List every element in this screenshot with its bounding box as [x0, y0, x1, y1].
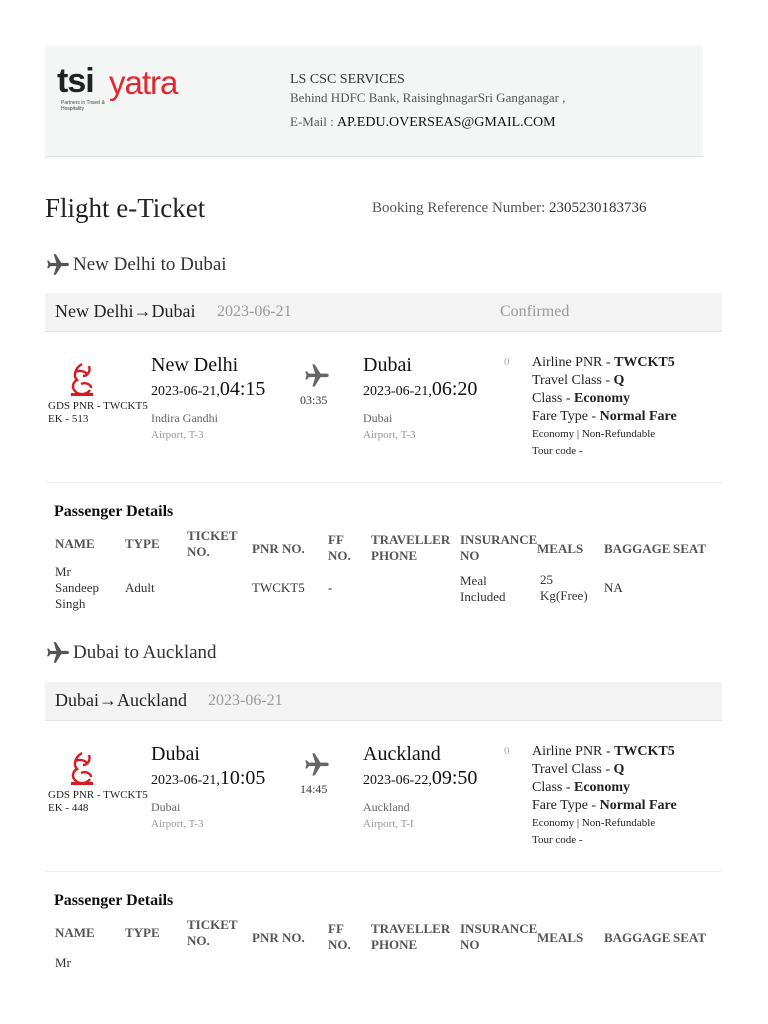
email-value[interactable]: AP.EDU.OVERSEAS@GMAIL.COM: [336, 115, 556, 130]
col-seat: SEAT: [673, 930, 706, 945]
travel-class-label: Travel Class -: [532, 373, 614, 388]
airline-pnr: [532, 743, 677, 761]
col-ff: [328, 921, 351, 953]
arrival-terminal: Airport, T-I: [363, 818, 414, 830]
departure-city: Dubai: [151, 743, 200, 765]
col-ff-line1: FF: [328, 532, 344, 547]
cabin-class: [532, 779, 677, 797]
passenger-meals-line2: Included: [460, 589, 506, 604]
leg-title: [45, 252, 227, 278]
cabin-class-label: Class -: [532, 780, 574, 795]
fare-note: Economy | Non-Refundable: [532, 428, 656, 440]
travel-class: [532, 761, 677, 779]
col-ff-line1: FF: [328, 921, 344, 936]
col-insurance-line1: INSURANCE: [460, 921, 538, 936]
agency-name: LS CSC SERVICES: [290, 72, 405, 87]
departure-datetime: [151, 378, 265, 401]
travel-class-value: Q: [613, 373, 625, 388]
flight-number: EK - 448: [48, 802, 89, 814]
col-ticket: [187, 917, 238, 949]
airline-pnr-label: Airline PNR -: [532, 355, 615, 370]
passenger-type: Adult: [125, 580, 155, 595]
route-bar: [45, 293, 722, 332]
route-date: 2023-06-21: [208, 692, 283, 709]
airplane-icon: [303, 751, 331, 779]
col-insurance-line2: NO: [460, 937, 480, 952]
airline-pnr-label: Airline PNR -: [532, 744, 615, 759]
status-badge: Confirmed: [500, 303, 570, 320]
passenger-ff: -: [328, 580, 333, 595]
tsi-yatra-logo: [57, 62, 197, 117]
passenger-baggage: [540, 572, 588, 604]
fare-type-value: Normal Fare: [599, 409, 677, 424]
agency-header: [45, 46, 703, 157]
route-text: [55, 690, 187, 711]
booking-reference: [372, 200, 647, 217]
route-arrow: →: [99, 690, 117, 710]
cabin-class: [532, 390, 677, 408]
departure-time: 04:15: [219, 378, 266, 400]
route-bar: [45, 682, 722, 721]
col-ff: [328, 532, 351, 564]
departure-city: New Delhi: [151, 354, 239, 376]
route-to: Dubai: [151, 301, 196, 321]
flight-duration: 14:45: [300, 782, 328, 796]
departure-datetime: [151, 767, 265, 790]
col-ticket-line2: NO.: [187, 544, 210, 559]
departure-terminal: Airport, T-3: [151, 818, 204, 830]
col-baggage: BAGGAGE: [604, 541, 671, 556]
col-type: TYPE: [125, 536, 160, 551]
fare-type: [532, 797, 677, 815]
airline-pnr: [532, 354, 677, 372]
route-from: Dubai: [55, 690, 99, 710]
arrival-city: Dubai: [363, 354, 412, 376]
route-to: Auckland: [117, 690, 187, 710]
tour-code: Tour code -: [532, 834, 583, 846]
col-ticket-line1: TICKET: [187, 528, 238, 543]
col-insurance: [460, 921, 537, 953]
arrival-time: 09:50: [431, 767, 478, 789]
arrival-airport: Dubai: [363, 411, 393, 425]
emirates-logo: [67, 751, 97, 787]
departure-airport: Indira Gandhi: [151, 411, 218, 425]
passenger-name-line1: Mr: [55, 564, 71, 579]
arrival-date: 2023-06-21,: [363, 384, 432, 399]
fare-type: [532, 408, 677, 426]
passenger-details-title: Passenger Details: [54, 503, 174, 520]
departure-terminal: Airport, T-3: [151, 429, 204, 441]
col-insurance-line1: INSURANCE: [460, 532, 538, 547]
airline-pnr-value: TWCKT5: [614, 744, 675, 759]
travel-class: [532, 372, 677, 390]
col-pnr: PNR NO.: [252, 541, 305, 556]
leg-title: [45, 640, 217, 666]
col-ff-line2: NO.: [328, 548, 351, 563]
leg-title-text: New Delhi to Dubai: [73, 254, 227, 275]
booking-ref-label: Booking Reference Number:: [372, 200, 550, 216]
departure-time: 10:05: [219, 767, 266, 789]
stops-count: 0: [504, 745, 510, 757]
col-traveller-line1: TRAVELLER: [371, 532, 451, 547]
col-insurance: [460, 532, 537, 564]
passenger-baggage-line1: 25: [540, 572, 553, 587]
departure-date: 2023-06-21,: [151, 773, 220, 788]
arrival-date: 2023-06-22,: [363, 773, 432, 788]
gds-pnr: GDS PNR - TWCKT5: [48, 789, 148, 801]
col-traveller-line1: TRAVELLER: [371, 921, 451, 936]
page-title: Flight e-Ticket: [45, 193, 206, 223]
col-seat: SEAT: [673, 541, 706, 556]
airplane-icon: [303, 362, 331, 390]
col-meals: MEALS: [537, 930, 584, 945]
arrival-datetime: [363, 378, 477, 401]
fare-type-label: Fare Type -: [532, 409, 600, 424]
col-traveller-line2: PHONE: [371, 937, 418, 952]
booking-ref-number: 2305230183736: [549, 200, 647, 216]
cabin-class-label: Class -: [532, 391, 574, 406]
arrival-datetime: [363, 767, 477, 790]
flight-gds: [48, 400, 148, 426]
col-traveller-phone: [371, 532, 450, 564]
route-text: [55, 301, 195, 322]
passenger-baggage-line2: Kg(Free): [540, 588, 588, 603]
passenger-details-title: Passenger Details: [54, 892, 174, 909]
passenger-name-line3: Singh: [55, 596, 86, 611]
leg-title-text: Dubai to Auckland: [73, 642, 217, 663]
airline-pnr-value: TWCKT5: [614, 355, 675, 370]
flight-segment: [45, 721, 722, 872]
cabin-class-value: Economy: [574, 391, 630, 406]
route-date: 2023-06-21: [217, 303, 292, 320]
agency-address: Behind HDFC Bank, RaisinghnagarSri Ganganagar ,: [290, 90, 566, 105]
departure-date: 2023-06-21,: [151, 384, 220, 399]
passenger-name: [55, 564, 99, 612]
col-traveller-phone: [371, 921, 450, 953]
route-arrow: →: [133, 301, 152, 321]
travel-class-value: Q: [613, 762, 625, 777]
arrival-city: Auckland: [363, 743, 441, 765]
departure-airport: Dubai: [151, 800, 181, 814]
passenger-seat: NA: [604, 580, 623, 595]
col-traveller-line2: PHONE: [371, 548, 418, 563]
emirates-logo: [67, 362, 97, 398]
passenger-meals: [460, 573, 505, 605]
passenger-pnr: TWCKT5: [252, 580, 305, 595]
flight-number: EK - 513: [48, 413, 89, 425]
gds-pnr: GDS PNR - TWCKT5: [48, 400, 148, 412]
logo-yatra-text: yatra: [109, 64, 178, 101]
fare-type-value: Normal Fare: [599, 798, 677, 813]
fare-type-label: Fare Type -: [532, 798, 600, 813]
tour-code: Tour code -: [532, 445, 583, 457]
col-ticket-line2: NO.: [187, 933, 210, 948]
arrival-airport: Auckland: [363, 800, 410, 814]
flight-duration: 03:35: [300, 393, 328, 407]
stops-count: 0: [504, 356, 510, 368]
col-name: NAME: [55, 925, 95, 940]
logo-tsi-text: tsi: [57, 62, 94, 100]
email-label: E-Mail :: [290, 114, 337, 129]
airplane-icon: [45, 640, 71, 666]
col-name: NAME: [55, 536, 95, 551]
logo-tagline: Partners in Travel & Hospitality: [61, 100, 105, 112]
col-ff-line2: NO.: [328, 937, 351, 952]
route-from: New Delhi: [55, 301, 134, 321]
flight-segment: [45, 332, 722, 483]
col-type: TYPE: [125, 925, 160, 940]
col-pnr: PNR NO.: [252, 930, 305, 945]
fare-info: [532, 354, 677, 460]
agency-email: [290, 114, 556, 131]
airplane-icon: [45, 252, 71, 278]
flight-gds: [48, 789, 148, 815]
cabin-class-value: Economy: [574, 780, 630, 795]
col-meals: MEALS: [537, 541, 584, 556]
arrival-terminal: Airport, T-3: [363, 429, 416, 441]
col-ticket-line1: TICKET: [187, 917, 238, 932]
col-baggage: BAGGAGE: [604, 930, 671, 945]
passenger-name-line2: Sandeep: [55, 580, 100, 595]
arrival-time: 06:20: [431, 378, 478, 400]
passenger-name: Mr: [55, 955, 71, 970]
fare-info: [532, 743, 677, 849]
col-insurance-line2: NO: [460, 548, 480, 563]
travel-class-label: Travel Class -: [532, 762, 614, 777]
fare-note: Economy | Non-Refundable: [532, 817, 656, 829]
col-ticket: [187, 528, 238, 560]
passenger-meals-line1: Meal: [460, 573, 487, 588]
